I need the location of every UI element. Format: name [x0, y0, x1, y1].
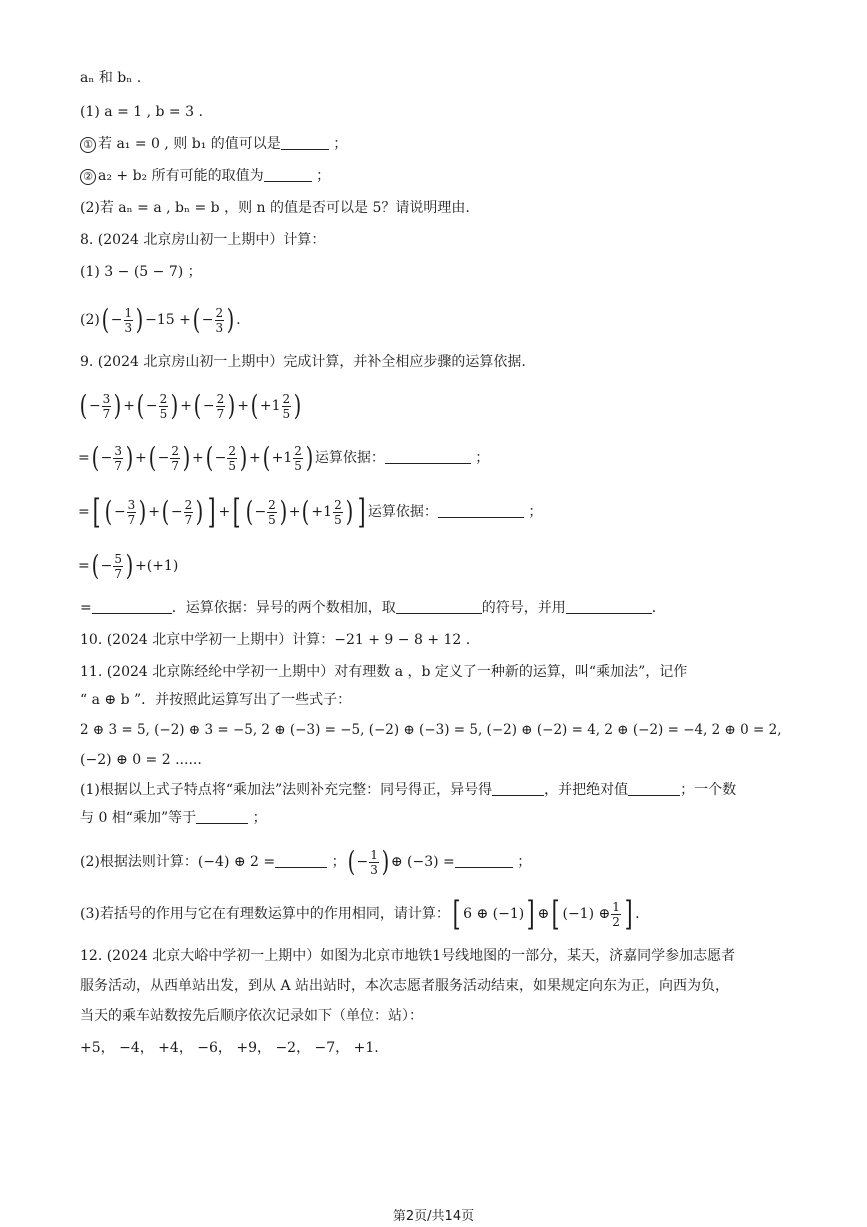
q12-line2: 服务活动，从西单站出发，到从 A 站出站时，本次志愿者服务活动结束，如果规定向东为正，向西为负，: [80, 978, 730, 994]
q7-sub2: [80, 166, 330, 186]
q11-part1-cont: 与 0 相“乘加”等于 ；: [80, 810, 267, 826]
fraction: $\frac{2}{3}$: [215, 305, 224, 335]
circled-one-icon: ①: [80, 137, 96, 153]
page-footer: 第2页/共14页: [392, 1209, 475, 1224]
q9-expression: ( − $\frac{3}{7}$ ) +( − $\frac{2}{5}$ ) +( − $\frac{2}{7}$ ) +( +1 $\frac{2}{5}$ ): [79, 389, 302, 422]
q7-intro: aₙ 和 bₙ .: [80, 70, 142, 86]
q7-sub2-text: a₂ + b₂ 所有可能的取值为: [98, 168, 264, 184]
q9-header: 9. (2024 北京房山初一上期中）完成计算，并补全相应步骤的运算依据.: [80, 354, 526, 370]
basis-label: 运算依据：: [314, 450, 385, 466]
answer-blank[interactable]: [196, 809, 248, 824]
q9-step2: =[ ( − $\frac{3}{7}$ ) +( − $\frac{2}{7}$ ) ] +[ ( − $\frac{2}{5}$ ) +( +1 $\frac{2}{5}$ ) ] 运算依据： ；: [78, 492, 543, 532]
q11-part1: (1)根据以上式子特点将“乘加法”法则补充完整：同号得正，异号得 ，并把绝对值 ；一个数: [80, 782, 737, 798]
q7-sub1: [80, 134, 347, 154]
basis-label: 运算依据：: [367, 504, 438, 520]
answer-blank[interactable]: [438, 503, 524, 518]
q8-part2: (2)( − $\frac{1}{3}$ ) −15 +( − $\frac{2}{3}$ ) .: [80, 303, 241, 336]
q7-part1: (1) a = 1 , b = 3 .: [80, 104, 203, 120]
answer-blank[interactable]: [396, 599, 482, 614]
q11-header: 11. (2024 北京陈经纶中学初一上期中）对有理数 a ，b 定义了一种新的运算，叫“乘加法”，记作: [80, 664, 688, 680]
answer-blank[interactable]: [385, 449, 471, 464]
q8-part2-label: (2): [80, 312, 100, 328]
q11-part2: (2)根据法则计算：(−4) ⊕ 2 = ；( − $\frac{1}{3}$ ) ⊕ (−3) = ；: [80, 845, 532, 878]
answer-blank[interactable]: [281, 135, 329, 150]
q9-step3: =( − $\frac{5}{7}$ ) +(+1): [78, 549, 179, 582]
q11-header2: “ a ⊕ b ”．并按照此运算写出了一些式子：: [80, 692, 352, 708]
q9-step1: =( − $\frac{3}{7}$ ) +( − $\frac{2}{7}$ ) +( − $\frac{2}{5}$ ) +( +1 $\frac{2}{5}$ ) 运算依据： ；: [78, 441, 490, 474]
q11-examples2: (−2) ⊕ 0 = 2 ......: [80, 752, 202, 768]
q7-sub2-end: ；: [311, 168, 331, 184]
answer-blank[interactable]: [455, 853, 513, 868]
q11-part3: (3)若括号的作用与它在有理数运算中的作用相同，请计算：[ 6 ⊕ (−1)] ⊕[ (−1) ⊕ $\frac{1}{2}$ ] .: [80, 894, 640, 934]
q12-line1: 12. (2024 北京大峪中学初一上期中）如图为北京市地铁1号线地图的一部分，某天，济嘉同学参加志愿者: [80, 948, 736, 964]
circled-two-icon: ②: [80, 169, 96, 185]
q12-line4: +5， −4， +4， −6， +9， −2， −7， +1.: [80, 1040, 379, 1056]
answer-blank[interactable]: [628, 781, 680, 796]
q7-part2: (2)若 aₙ = a , bₙ = b ，则 n 的值是否可以是 5？请说明理由.: [80, 200, 470, 216]
q9-final: = ．运算依据：异号的两个数相加，取 的符号，并用 ．: [80, 600, 666, 616]
fraction: $\frac{1}{3}$: [124, 305, 133, 335]
q10-header: 10. (2024 北京中学初一上期中）计算：−21 + 9 − 8 + 12 .: [80, 632, 471, 648]
answer-blank[interactable]: [264, 167, 312, 182]
answer-blank[interactable]: [566, 599, 652, 614]
q8-part2-mid: −15 +: [145, 312, 191, 328]
q7-sub1-end: ；: [328, 136, 348, 152]
q11-examples1: 2 ⊕ 3 = 5, (−2) ⊕ 3 = −5, 2 ⊕ (−3) = −5, (−2) ⊕ (−3) = 5, (−2) ⊕ (−2) = 4, 2 ⊕ (−2) = −4, 2 ⊕ 0 = 2,: [80, 722, 782, 738]
q12-line3: 当天的乘车站数按先后顺序依次记录如下（单位：站）：: [80, 1008, 423, 1024]
answer-blank[interactable]: [492, 781, 544, 796]
answer-blank[interactable]: [275, 853, 327, 868]
q7-sub1-text: 若 a₁ = 0 , 则 b₁ 的值可以是: [98, 136, 281, 152]
answer-blank[interactable]: [92, 599, 172, 614]
q8-header: 8. (2024 北京房山初一上期中）计算：: [80, 232, 326, 248]
q8-part1: (1) 3 − (5 − 7) ；: [80, 264, 202, 280]
